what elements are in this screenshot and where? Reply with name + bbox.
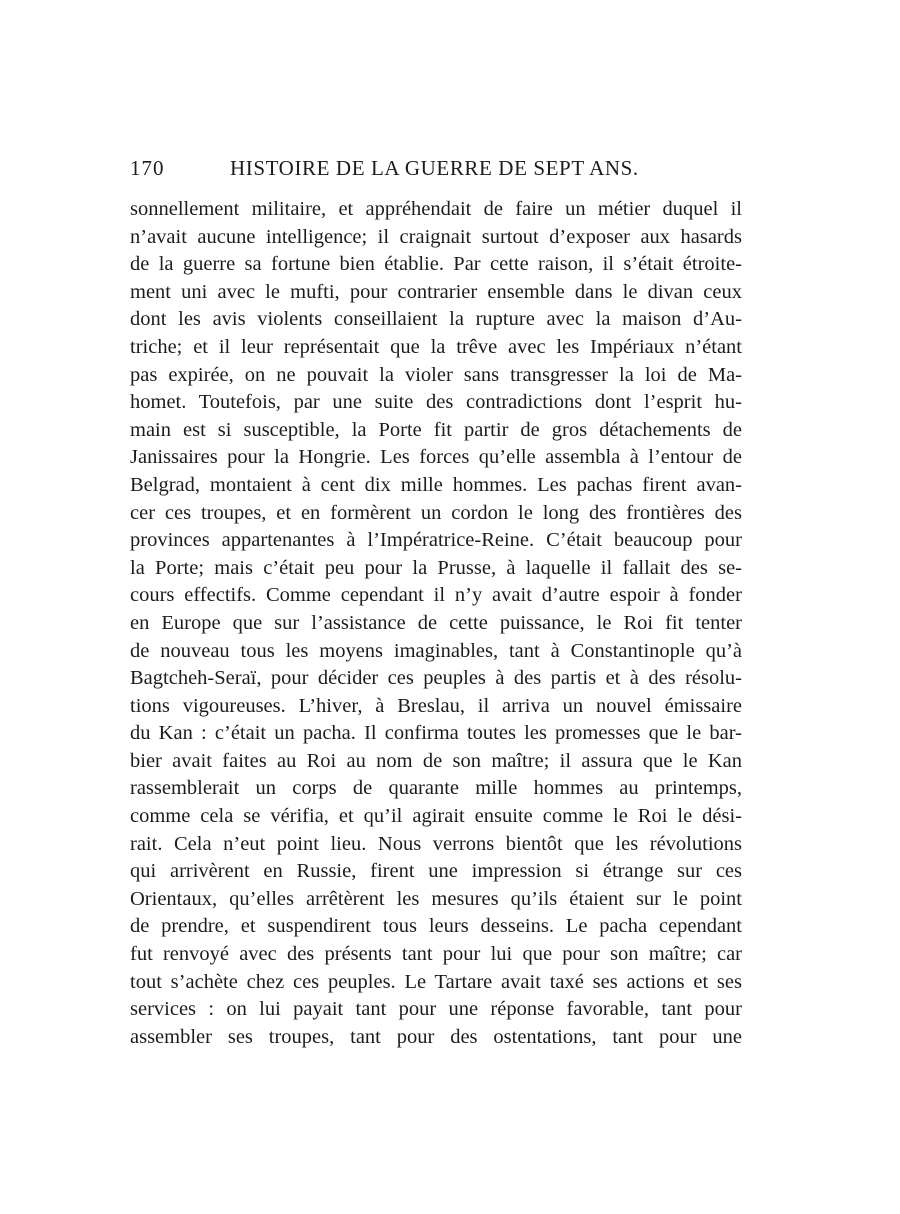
text-line: Belgrad, montaient à cent dix mille hommes. Les pachas firent avan-: [130, 473, 742, 496]
text-line: homet. Toutefois, par une suite des contradictions dont l’esprit hu-: [130, 391, 742, 414]
running-title: HISTOIRE DE LA GUERRE DE SEPT ANS.: [230, 156, 639, 180]
text-line: dont les avis violents conseillaient la rupture avec la maison d’Au-: [130, 308, 742, 331]
text-line: Orientaux, qu’elles arrêtèrent les mesures qu’ils étaient sur le point: [130, 887, 742, 910]
text-line: n’avait aucune intelligence; il craignait surtout d’exposer aux hasards: [130, 225, 742, 248]
text-line: rassemblerait un corps de quarante mille hommes au printemps,: [130, 777, 742, 800]
text-line: comme cela se vérifia, et qu’il agirait ensuite comme le Roi le dési-: [130, 805, 742, 828]
text-line: services : on lui payait tant pour une réponse favorable, tant pour: [130, 998, 742, 1021]
text-line: fut renvoyé avec des présents tant pour lui que pour son maître; car: [130, 943, 742, 966]
text-line: cours effectifs. Comme cependant il n’y avait d’autre espoir à fonder: [130, 584, 742, 607]
text-line: provinces appartenantes à l’Impératrice-Reine. C’était beaucoup pour: [130, 529, 742, 552]
body-text: [130, 196, 742, 1051]
text-line: tout s’achète chez ces peuples. Le Tartare avait taxé ses actions et ses: [130, 970, 742, 993]
text-line: qui arrivèrent en Russie, firent une impression si étrange sur ces: [130, 860, 742, 883]
text-line: triche; et il leur représentait que la trêve avec les Impériaux n’étant: [130, 335, 742, 358]
text-line: rait. Cela n’eut point lieu. Nous verrons bientôt que les révolutions: [130, 832, 742, 855]
text-line: cer ces troupes, et en formèrent un cordon le long des frontières des: [130, 501, 742, 524]
text-line: de la guerre sa fortune bien établie. Par cette raison, il s’était étroite-: [130, 253, 742, 276]
text-line: ment uni avec le mufti, pour contrarier ensemble dans le divan ceux: [130, 280, 742, 303]
page-header: [130, 156, 750, 186]
text-line: Bagtcheh-Seraï, pour décider ces peuples à des partis et à des résolu-: [130, 667, 742, 690]
text-line: la Porte; mais c’était peu pour la Prusse, à laquelle il fallait des se-: [130, 556, 742, 579]
page-number: 170: [130, 156, 165, 180]
text-line: sonnellement militaire, et appréhendait de faire un métier duquel il: [130, 198, 742, 220]
text-line: de prendre, et suspendirent tous leurs desseins. Le pacha cependant: [130, 915, 742, 938]
text-line: en Europe que sur l’assistance de cette puissance, le Roi fit tenter: [130, 611, 742, 634]
text-line: bier avait faites au Roi au nom de son maître; il assura que le Kan: [130, 749, 742, 772]
text-line: de nouveau tous les moyens imaginables, tant à Constantinople qu’à: [130, 639, 742, 662]
text-line: Janissaires pour la Hongrie. Les forces qu’elle assembla à l’entour de: [130, 446, 742, 469]
text-line: assembler ses troupes, tant pour des ostentations, tant pour une: [130, 1025, 742, 1048]
text-line: du Kan : c’était un pacha. Il confirma toutes les promesses que le bar-: [130, 722, 742, 745]
text-line: pas expirée, on ne pouvait la violer sans transgresser la loi de Ma-: [130, 363, 742, 386]
text-line: main est si susceptible, la Porte fit partir de gros détachements de: [130, 418, 742, 441]
text-line: tions vigoureuses. L’hiver, à Breslau, il arriva un nouvel émissaire: [130, 694, 742, 717]
